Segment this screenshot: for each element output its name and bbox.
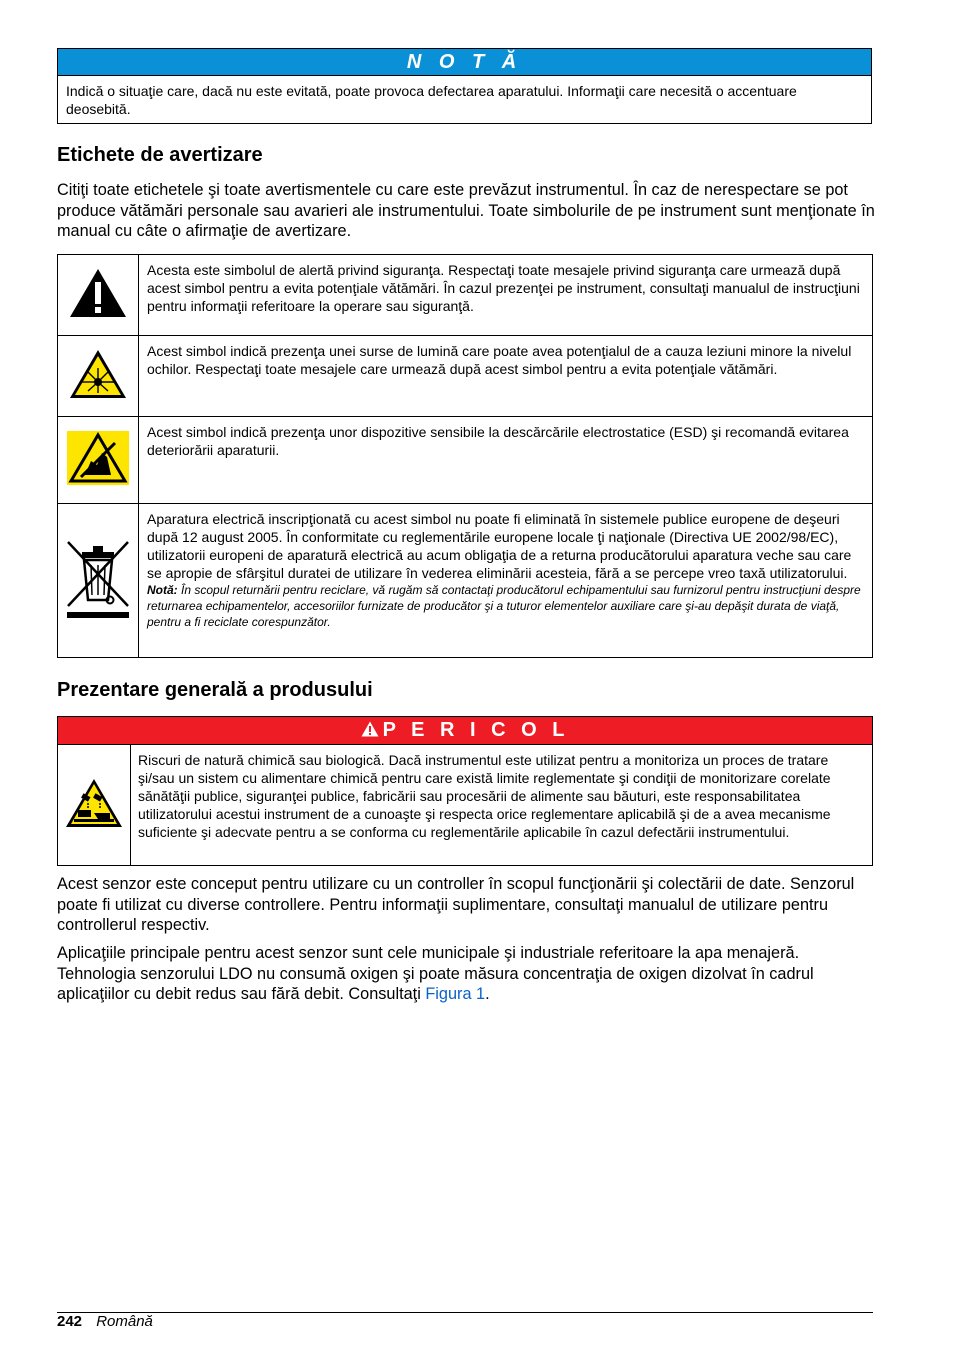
footer-language: Română [96,1313,153,1330]
table-row [58,255,873,336]
applications-period: . [485,985,490,1003]
page-footer [57,1313,153,1331]
danger-title: P E R I C O L [382,719,570,741]
symbol-description: Acest simbol indică prezenţa unor dispozitive sensibile la descărcările electrostatice (ESD) şi recomandă evitarea deteriorării aparaturii. [139,417,873,504]
symbol-description [139,504,873,658]
laser-warning-icon [58,336,139,417]
applications-text: Aplicaţiile principale pentru acest senzor sunt cele municipale şi industriale referitoare la apa menajeră. Tehnologia senzorului LDO nu consumă oxigen şi poate măsura concentraţia de oxigen dizolvat în cadrul aplicaţiilor cu debit redus sau fără debit. Consultaţi [57,944,814,1003]
danger-box [57,716,873,866]
sensor-paragraph: Acest senzor este conceput pentru utilizare cu un controller în scopul funcţionării şi colectării de date. Senzorul poate fi utilizat cu diverse controllere. Pentru informaţii suplimentare, consultaţi manualul de utilizare pentru controllerul respectiv. [57,875,855,934]
weee-note-label: Notă: [147,583,178,597]
weee-crossed-bin-icon [58,504,139,658]
table-row [58,417,873,504]
weee-note [147,582,864,630]
danger-text: Riscuri de natură chimică sau biologică. Dacă instrumentul este utilizat pentru a monitoriza un proces de tratare şi/sau un sistem cu alimentare chimică pentru care există limite reglementate şi condiţii de monitorizare corelate sănătăţii publice, siguranţei publice, fabricării sau procesării de alimente sau băuturi, este responsabilitatea utilizatorului acestui instrument de a cunoaşte şi respecta orice reglementare aplicabilă şi de a avea mecanisme suficiente şi adecvate pentru a se conforma cu reglementările aplicabile în cazul defectării instrumentului. [131,745,873,866]
table-row [58,336,873,417]
section-heading-warning-labels: Etichete de avertizare [57,144,263,166]
symbol-description: Acest simbol indică prezenţa unei surse de lumină care poate avea potenţialul de a cauza leziuni minore la nivelul ochilor. Respectaţi toate mesajele care urmează după acest simbol pentru a evita potenţiale vătămări. [139,336,873,417]
weee-text: Aparatura electrică inscripţionată cu acest simbol nu poate fi eliminată în sistemele publice europene de deşeuri după 12 august 2005. În conformitate cu reglementările europene locale ţi naţionale (Directiva UE 2002/98/EC), utilizatorii europeni de aparatură electrică au acum obligaţia de a returna producătorului aparatura veche sau care se apropie de sfârşitul duratei de utilizare în vederea eliminării acesteia, fără a se percepe vreo taxă utilizatorului. [147,511,852,581]
section-heading-product-overview: Prezentare generală a produsului [57,679,373,701]
note-text: Indică o situaţie care, dacă nu este evitată, poate provoca defectarea aparatului. Informaţii care necesită o accentuare deosebită. [66,83,797,117]
note-box [57,48,872,124]
safety-alert-icon [58,255,139,336]
note-title: N O T Ă [58,49,871,76]
danger-header [58,717,873,745]
table-row [58,504,873,658]
symbol-description: Acesta este simbolul de alertă privind siguranţa. Respectaţi toate mesajele privind siguranţa care urmează după acest simbol pentru a evita potenţiale vătămări. În cazul prezenţei pe instrument, consultaţi manualul de instrucţiuni pentru informaţii referitoare la operare sau siguranţă. [139,255,873,336]
warning-symbols-table [57,254,873,658]
esd-warning-icon [58,417,139,504]
applications-paragraph [57,943,875,1005]
footer-divider [57,1312,873,1313]
figure-1-link[interactable]: Figura 1 [425,985,486,1003]
corrosive-chemical-icon [58,745,131,866]
page-number: 242 [57,1313,83,1330]
warning-triangle-icon [361,721,379,737]
weee-note-text: În scopul returnării pentru reciclare, vă rugăm să contactaţi producătorul echipamentului sau furnizorul pentru instrucţiuni despre returnarea echipamentelor, accesoriilor furnizate de producător şi a tuturor elementelor auxiliare care şi-au depăşit durata de viaţă, pentru a fi reciclate corespunzător. [147,583,861,629]
warning-labels-intro: Citiţi toate etichetele şi toate avertismentele cu care este prevăzut instrumentul. În caz de nerespectare se pot produce vătămări personale sau avarieri ale instrumentului. Toate simbolurile de pe instrument sunt menţionate în manual cu câte o afirmaţie de avertizare. [57,181,875,240]
